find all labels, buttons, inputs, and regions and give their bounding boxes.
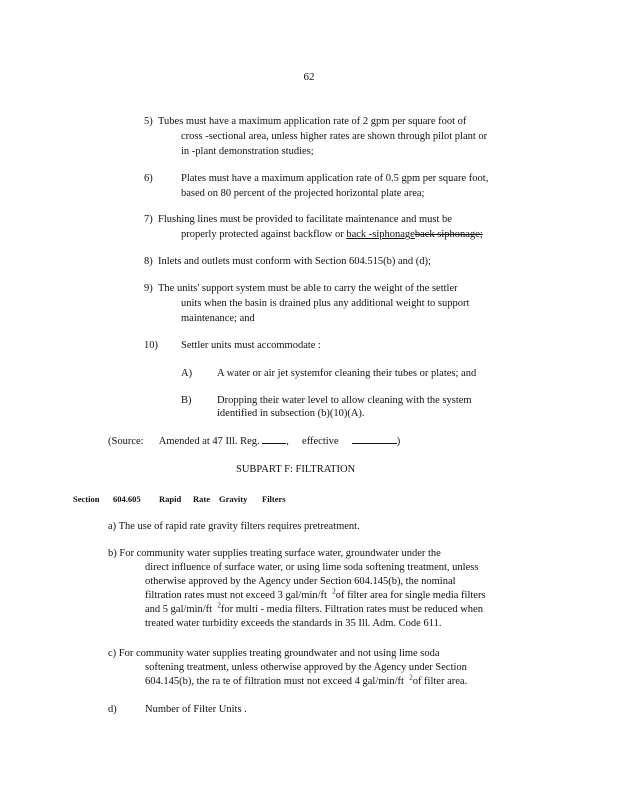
source-suffix: ) xyxy=(396,436,401,447)
item-label: 5) xyxy=(144,116,153,127)
paragraph-line xyxy=(145,588,486,603)
item-text-line: Tubes must have a maximum application rate of 2 gpm per square foot of xyxy=(158,116,467,127)
paragraph-line: Number of Filter Units . xyxy=(145,704,247,715)
line-text: and 5 gal/min/ft xyxy=(145,604,213,615)
paragraph-line: b) For community water supplies treating surface water, groundwater under the xyxy=(108,548,441,559)
register-page-blank xyxy=(262,443,286,444)
item-text-line: Inlets and outlets must conform with Section 604.515(b) and (d); xyxy=(158,256,431,267)
item-label: B) xyxy=(181,395,192,406)
line-text: for multi - media filters. Filtration rates must be reduced when xyxy=(220,604,483,615)
item-label: 9) xyxy=(144,283,153,294)
item-text-line: Flushing lines must be provided to facilitate maintenance and must be xyxy=(158,214,452,225)
section-title-word: Gravity xyxy=(219,494,248,504)
line-text: of filter area. xyxy=(412,676,468,687)
source-effective: effective xyxy=(302,436,339,447)
item-text-line: units when the basin is drained plus any additional weight to support xyxy=(181,298,470,309)
item-text-line: identified in subsection (b)(10)(A). xyxy=(217,408,365,419)
superscript: 2 xyxy=(217,601,221,610)
item-text-line xyxy=(181,227,483,242)
superscript: 2 xyxy=(409,673,413,682)
effective-date-blank xyxy=(352,443,397,444)
subpart-heading: SUBPART F: FILTRATION xyxy=(236,464,356,475)
paragraph-line: c) For community water supplies treating groundwater and not using lime soda xyxy=(108,648,440,659)
section-title-word: Rapid xyxy=(159,494,182,504)
item-text-line: Plates must have a maximum application rate of 0.5 gpm per square foot, xyxy=(181,173,489,184)
item-text-line: based on 80 percent of the projected horizontal plate area; xyxy=(181,188,425,199)
section-title-word: Filters xyxy=(262,494,286,504)
inserted-text: back -siphonage xyxy=(346,229,415,240)
item-text-line: Settler units must accommodate : xyxy=(181,340,321,351)
line-text: of filter area for single media filters xyxy=(335,590,486,601)
paragraph-a: a) The use of rapid rate gravity filters requires pretreatment. xyxy=(108,521,360,532)
section-number: 604.605 xyxy=(113,494,141,504)
item-label: A) xyxy=(181,368,193,379)
item-text-line: The units' support system must be able to carry the weight of the settler xyxy=(158,283,458,294)
item-text-line: cross -sectional area, unless higher rates are shown through pilot plant or xyxy=(181,131,488,142)
item-label: 10) xyxy=(144,340,158,351)
item-label: d) xyxy=(108,704,117,715)
item-label: 8) xyxy=(144,256,153,267)
section-title-word: Rate xyxy=(193,494,210,504)
paragraph-line xyxy=(145,674,467,689)
item-text-line: in -plant demonstration studies; xyxy=(181,146,314,157)
paragraph-line: direct influence of surface water, or using lime soda softening treatment, unless xyxy=(145,562,479,573)
source-comma: , xyxy=(286,436,289,447)
paragraph-line xyxy=(145,602,483,617)
item-text-line: A water or air jet systemfor cleaning their tubes or plates; and xyxy=(217,368,477,379)
item-label: 7) xyxy=(144,214,153,225)
line-text: 604.145(b), the ra te of filtration must not exceed 4 gal/min/ft xyxy=(145,676,404,687)
paragraph-line: treated water turbidity exceeds the standards in 35 Ill. Adm. Code 611. xyxy=(145,618,442,629)
deleted-text: back siphonage; xyxy=(414,229,483,240)
line-text: filtration rates must not exceed 3 gal/min/ft xyxy=(145,590,327,601)
page-number: 62 xyxy=(303,71,315,83)
item-label: 6) xyxy=(144,173,153,184)
source-prefix: (Source: xyxy=(108,436,144,447)
section-word: Section xyxy=(73,494,100,504)
source-note xyxy=(108,434,400,449)
item-text-plain: properly protected against backflow or xyxy=(181,229,347,240)
paragraph-line: otherwise approved by the Agency under Section 604.145(b), the nominal xyxy=(145,576,456,587)
superscript: 2 xyxy=(332,587,336,596)
item-text-line: Dropping their water level to allow cleaning with the system xyxy=(217,395,472,406)
paragraph-line: softening treatment, unless otherwise approved by the Agency under Section xyxy=(145,662,467,673)
item-text-line: maintenance; and xyxy=(181,313,255,324)
source-amended: Amended at 47 Ill. Reg. xyxy=(158,436,260,447)
